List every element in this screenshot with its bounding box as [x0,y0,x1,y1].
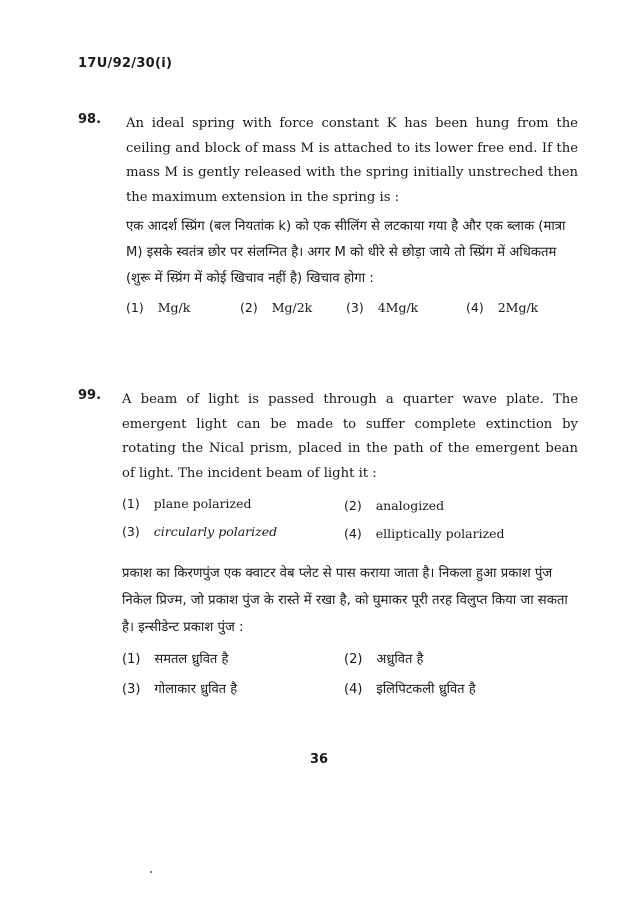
question-number: 99. [78,388,102,403]
option-3 [346,300,418,315]
option-1 [122,496,252,511]
option-number: (2) [344,652,363,667]
option-text: Mg/k [157,300,191,315]
option-3 [122,679,237,697]
option-text: इलिपिटकली ध्रुवित है [376,682,476,697]
scan-speck [150,871,152,873]
question-text-english: An ideal spring with force constant K has been hung from the ceiling and block of mass M is attached to its lower free end. If the mass M is gently released with the spring initially unstreched then the maximum extension in the spring is : [126,116,578,205]
option-number: (2) [344,498,362,513]
question-text-english: A beam of light is passed through a quarter wave plate. The emergent light can be made to suffer complete extinction by rotating the Nical prism, placed in the path of the emergent bean of light. The incident beam of light it : [122,392,578,481]
option-2 [240,300,312,315]
option-text: 4Mg/k [377,300,419,315]
option-text: 2Mg/k [497,300,539,315]
option-1 [122,649,228,667]
option-text: समतल ध्रुवित है [154,652,229,667]
question-number: 98. [78,112,102,127]
question-text-hindi: प्रकाश का किरणपुंज एक क्वाटर वेब प्लेट से पास कराया जाता है। निकला हुआ प्रकाश पुंज निकेल प्रिज्म, जो प्रकाश पुंज के रास्ते में रखा है, को घुमाकर पूरी तरह विलुप्त किया जा सकता है। इन्सीडेन्ट प्रकाश पुंज : [122,566,568,635]
options-list-english [122,492,578,554]
option-4 [344,679,476,697]
question-99 [78,388,578,707]
option-text: Mg/2k [271,300,313,315]
options-list [126,300,578,324]
option-text: plane polarized [153,496,252,511]
option-text: elliptically polarized [375,526,505,541]
option-number: (3) [122,682,141,697]
option-4 [466,300,538,315]
paper-code: 17U/92/30(i) [78,56,173,71]
question-text-hindi: एक आदर्श स्प्रिंग (बल नियतांक k) को एक सीलिंग से लटकाया गया है और एक ब्लाक (मात्रा M) इसके स्वतंत्र छोर पर संलग्नित है। अगर M को धीरे से छोड़ा जाये तो स्प्रिंग में अधिकतम (शुरू में स्प्रिंग में कोई खिचाव नहीं है) खिचाव होगा : [126,219,566,286]
page-number: 36 [309,752,329,767]
option-number: (4) [466,300,484,315]
option-number: (4) [344,526,362,541]
question-98 [78,112,578,324]
option-text: अध्रुवित है [376,652,424,667]
option-text: circularly polarized [153,524,278,539]
option-number: (4) [344,682,363,697]
option-number: (3) [122,524,140,539]
option-number: (1) [122,496,140,511]
option-number: (2) [240,300,258,315]
option-text: गोलाकार ध्रुवित है [154,682,238,697]
options-list-hindi [122,645,578,707]
option-number: (1) [126,300,144,315]
option-2 [344,498,444,513]
option-number: (1) [122,652,141,667]
option-number: (3) [346,300,364,315]
option-3 [122,524,277,539]
option-text: analogized [375,498,445,513]
option-1 [126,300,190,315]
option-2 [344,649,423,667]
option-4 [344,526,505,541]
